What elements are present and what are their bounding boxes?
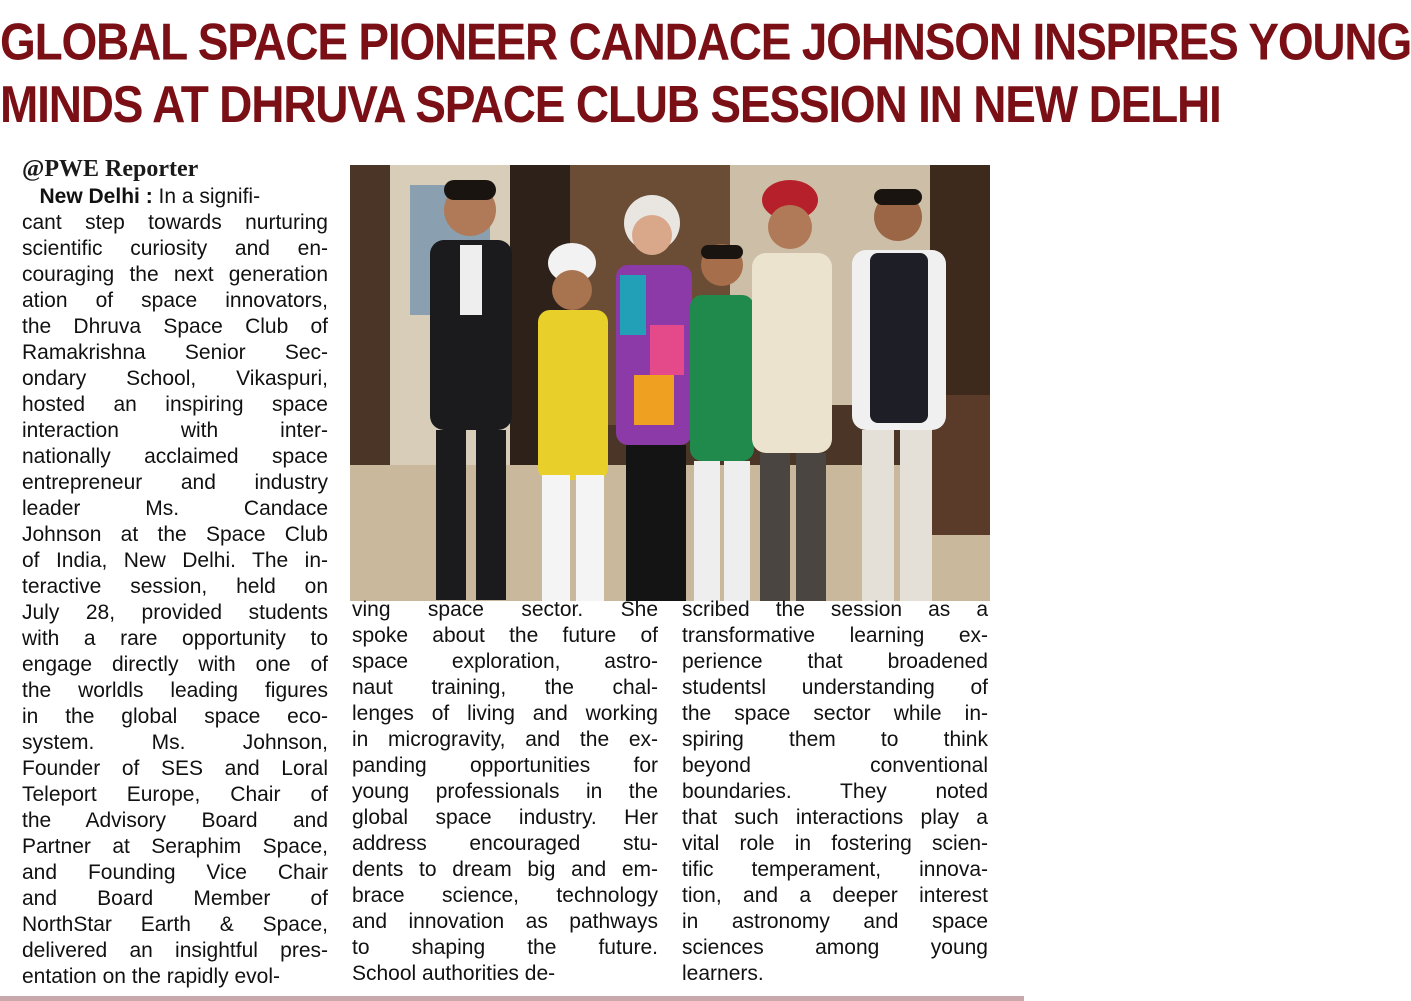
article-line: entrepreneur and industry bbox=[22, 471, 328, 494]
article-line: transformative learning ex- bbox=[682, 624, 988, 647]
article-line: in microgravity, and the ex- bbox=[352, 728, 658, 751]
article-line: Founder of SES and Loral bbox=[22, 757, 328, 780]
article-line: School authorities de- bbox=[352, 962, 556, 985]
article-line: naut training, the chal- bbox=[352, 676, 658, 699]
article-line: couraging the next generation bbox=[22, 263, 328, 286]
article-line: the space sector while in- bbox=[682, 702, 988, 725]
article-line: address encouraged stu- bbox=[352, 832, 658, 855]
article-line: the worldls leading figures bbox=[22, 679, 328, 702]
article-line: ving space sector. She bbox=[352, 598, 658, 621]
article-line: cant step towards nurturing bbox=[22, 211, 328, 234]
article-line: panding opportunities for bbox=[352, 754, 658, 777]
article-line: and Board Member of bbox=[22, 887, 328, 910]
article-line: hosted an inspiring space bbox=[22, 393, 328, 416]
article-line: of India, New Delhi. The in- bbox=[22, 549, 328, 572]
article-line: the Advisory Board and bbox=[22, 809, 328, 832]
article-line: learners. bbox=[682, 962, 764, 985]
article-line: global space industry. Her bbox=[352, 806, 658, 829]
article-line: brace science, technology bbox=[352, 884, 658, 907]
article-column-3 bbox=[682, 597, 988, 987]
article-line bbox=[22, 184, 328, 210]
article-line: boundaries. They noted bbox=[682, 780, 988, 803]
article-column-2 bbox=[352, 597, 658, 987]
article-line: scientific curiosity and en- bbox=[22, 237, 328, 260]
bottom-rule bbox=[0, 996, 1024, 1001]
article-line: delivered an insightful pres- bbox=[22, 939, 328, 962]
article-line: Teleport Europe, Chair of bbox=[22, 783, 328, 806]
byline: @PWE Reporter bbox=[22, 156, 199, 182]
article-line: tific temperament, innova- bbox=[682, 858, 988, 881]
article-line: teractive session, held on bbox=[22, 575, 328, 598]
article-column-1 bbox=[22, 184, 328, 990]
article-line: the Dhruva Space Club of bbox=[22, 315, 328, 338]
article-line: and Founding Vice Chair bbox=[22, 861, 328, 884]
article-line: dents to dream big and em- bbox=[352, 858, 658, 881]
headline-line-2: MINDS AT DHRUVA SPACE CLUB SESSION IN NEW DELHI bbox=[0, 74, 1221, 134]
article-line: and innovation as pathways bbox=[352, 910, 658, 933]
article-line: entation on the rapidly evol- bbox=[22, 965, 280, 988]
article-line: perience that broadened bbox=[682, 650, 988, 673]
article-line: ondary School, Vikaspuri, bbox=[22, 367, 328, 390]
article-line: beyond conventional bbox=[682, 754, 988, 777]
article-line: July 28, provided students bbox=[22, 601, 328, 624]
article-line: scribed the session as a bbox=[682, 598, 988, 621]
dateline: New Delhi : bbox=[22, 185, 153, 208]
headline-line-1: GLOBAL SPACE PIONEER CANDACE JOHNSON INSPIRES YOUNG bbox=[0, 12, 1411, 71]
article-line: NorthStar Earth & Space, bbox=[22, 913, 328, 936]
article-line: ation of space innovators, bbox=[22, 289, 328, 312]
article-line: Ramakrishna Senior Sec- bbox=[22, 341, 328, 364]
group-photo bbox=[350, 165, 990, 601]
article-line: to shaping the future. bbox=[352, 936, 658, 959]
article-line: nationally acclaimed space bbox=[22, 445, 328, 468]
article-line: with a rare opportunity to bbox=[22, 627, 328, 650]
article-line: interaction with inter- bbox=[22, 419, 328, 442]
article-line: leader Ms. Candace bbox=[22, 497, 328, 520]
article-line: spiring them to think bbox=[682, 728, 988, 751]
article-line: that such interactions play a bbox=[682, 806, 988, 829]
article-line: studentsl understanding of bbox=[682, 676, 988, 699]
article-line: young professionals in the bbox=[352, 780, 658, 803]
article-line: lenges of living and working bbox=[352, 702, 658, 725]
headline bbox=[0, 10, 1411, 135]
article-line: engage directly with one of bbox=[22, 653, 328, 676]
article-line: in the global space eco- bbox=[22, 705, 328, 728]
article-line: spoke about the future of bbox=[352, 624, 658, 647]
article-line: in astronomy and space bbox=[682, 910, 988, 933]
article-line: space exploration, astro- bbox=[352, 650, 658, 673]
article-line: Johnson at the Space Club bbox=[22, 523, 328, 546]
photo-illustration bbox=[350, 165, 990, 601]
article-line: system. Ms. Johnson, bbox=[22, 731, 328, 754]
article-line: vital role in fostering scien- bbox=[682, 832, 988, 855]
article-line: sciences among young bbox=[682, 936, 988, 959]
article-line: Partner at Seraphim Space, bbox=[22, 835, 328, 858]
article-line: tion, and a deeper interest bbox=[682, 884, 988, 907]
article-line-text: In a signifi- bbox=[152, 185, 261, 208]
